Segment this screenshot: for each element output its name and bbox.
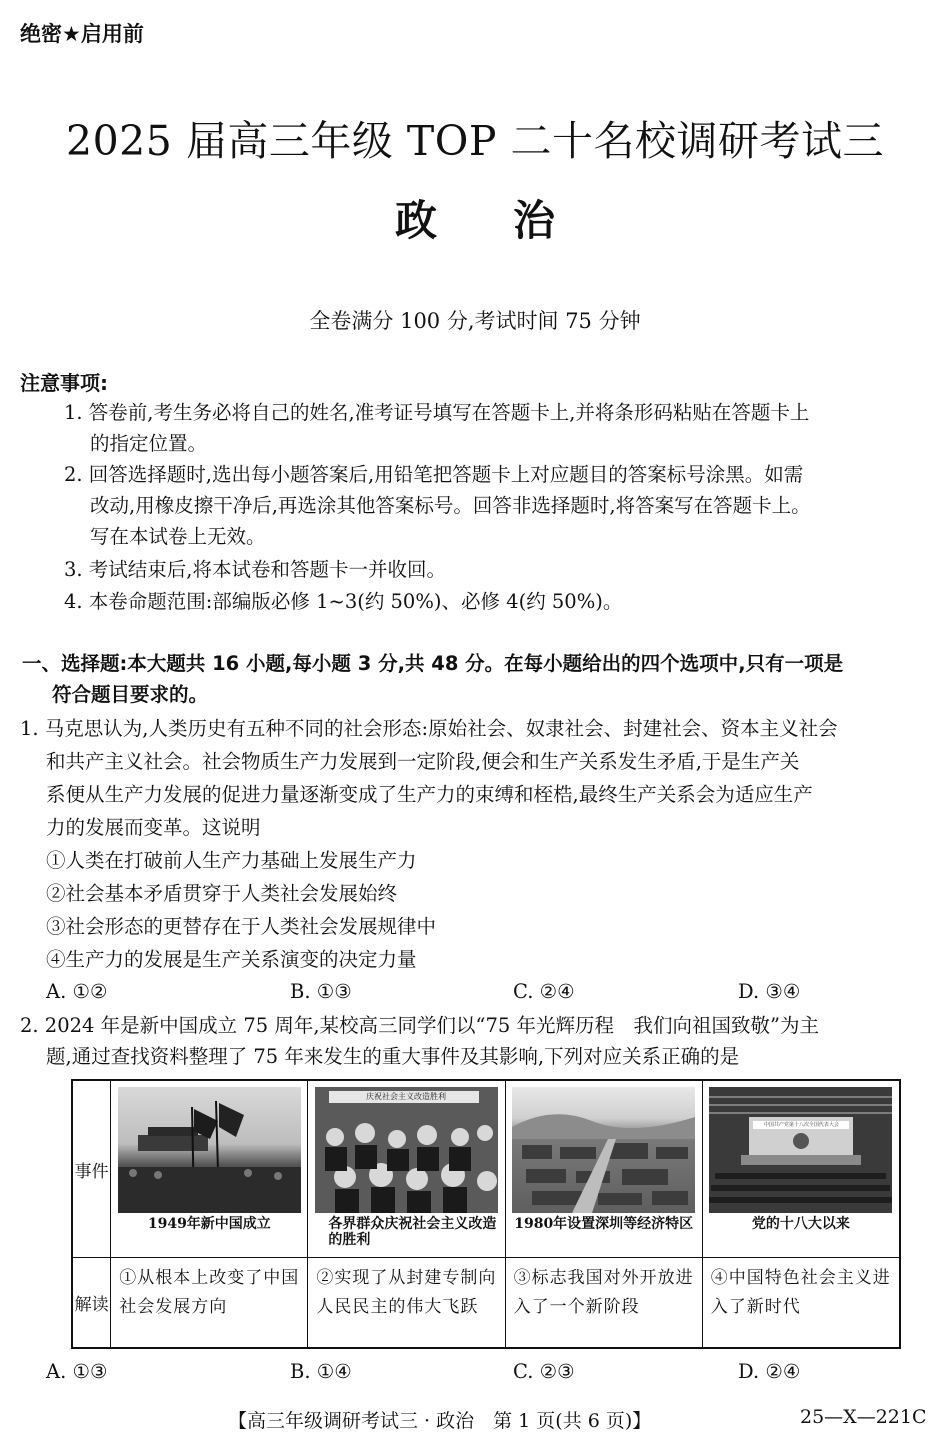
- photo-founding-ceremony: [118, 1087, 301, 1213]
- note-line: 写在本试卷上无效。: [90, 525, 266, 548]
- photo-banner-text: 庆祝社会主义改造胜利: [366, 1092, 447, 1101]
- footer-exam-code: 25—X—221C: [800, 1406, 927, 1428]
- event-caption: 党的十八大以来: [751, 1216, 850, 1232]
- notes-heading: 注意事项:: [20, 371, 108, 395]
- events-row: [72, 1080, 900, 1258]
- event-cell: [111, 1080, 308, 1258]
- q2-stem-line: 2. 2024 年是新中国成立 75 周年,某校高三同学们以“75 年光辉历程 我们向祖国致敬”为主: [20, 1014, 819, 1037]
- confidential-label: 绝密★启用前: [20, 22, 144, 46]
- interpretation-cell: ④中国特色社会主义进入了新时代: [702, 1258, 900, 1349]
- q1-option-c[interactable]: C. ②④: [513, 980, 575, 1003]
- row-label-events: 事件: [72, 1080, 111, 1258]
- q1-stem-line: 系便从生产力发展的促进力量逐渐变成了生产力的束缚和桎梏,最终生产关系会为适应生产: [46, 783, 813, 806]
- q2-stem-line: 题,通过查找资料整理了 75 年来发生的重大事件及其影响,下列对应关系正确的是: [46, 1045, 740, 1068]
- events-table: [71, 1079, 901, 1349]
- note-line: 4. 本卷命题范围:部编版必修 1~3(约 50%)、必修 4(约 50%)。: [64, 590, 623, 613]
- row-label-interpretation: 解读: [72, 1258, 111, 1349]
- q2-option-b[interactable]: B. ①④: [290, 1360, 352, 1383]
- city-aerial-illustration: [512, 1087, 695, 1213]
- note-line: 改动,用橡皮擦干净后,再选涂其他答案标号。回答非选择题时,将答案写在答题卡上。: [90, 494, 811, 517]
- q2-option-a[interactable]: A. ①③: [46, 1360, 108, 1383]
- section-heading: [22, 648, 843, 710]
- q1-stem-line: 1. 马克思认为,人类历史有五种不同的社会形态:原始社会、奴隶社会、封建社会、资本主义社会: [20, 717, 838, 740]
- q2-option-c[interactable]: C. ②③: [513, 1360, 575, 1383]
- q1-stem-line: 力的发展而变革。这说明: [46, 816, 261, 839]
- subject-title: [0, 188, 950, 248]
- interpretation-cell: ③标志我国对外开放进入了一个新阶段: [505, 1258, 702, 1349]
- event-cell: [505, 1080, 702, 1258]
- note-line: 3. 考试结束后,将本试卷和答题卡一并收回。: [64, 558, 447, 581]
- interpretation-row: [72, 1258, 900, 1349]
- event-cell: [702, 1080, 900, 1258]
- q1-statement: ③社会形态的更替存在于人类社会发展规律中: [46, 915, 437, 938]
- subject-char-1: 政: [394, 196, 437, 245]
- photo-banner-text: 中国共产党第十八次全国代表大会: [763, 1122, 839, 1128]
- section-heading-line-1: 一、选择题:本大题共 16 小题,每小题 3 分,共 48 分。在每小题给出的四个选项中,只有一项是: [22, 652, 844, 675]
- q1-option-a[interactable]: A. ①②: [46, 980, 108, 1003]
- exam-title: 2025 届高三年级 TOP 二十名校调研考试三: [66, 117, 884, 165]
- q2-options: [0, 1360, 950, 1390]
- q1-options: [0, 980, 950, 1010]
- event-caption: 各界群众庆祝社会主义改造的胜利: [328, 1216, 497, 1248]
- footer-page-info: 【高三年级调研考试三 · 政治 第 1 页(共 6 页)】: [228, 1410, 652, 1432]
- q1-option-d[interactable]: D. ③④: [738, 980, 801, 1003]
- interpretation-cell: ②实现了从封建专制向人民民主的伟大飞跃: [308, 1258, 505, 1349]
- score-time-line: 全卷满分 100 分,考试时间 75 分钟: [309, 309, 641, 333]
- q1-option-b[interactable]: B. ①③: [290, 980, 352, 1003]
- q1-statement: ④生产力的发展是生产关系演变的决定力量: [46, 948, 417, 971]
- event-cell: [308, 1080, 505, 1258]
- interpretation-cell: ①从根本上改变了中国社会发展方向: [111, 1258, 308, 1349]
- founding-scene-illustration: [118, 1087, 301, 1213]
- note-line: 2. 回答选择题时,选出每小题答案后,用铅笔把答题卡上对应题目的答案标号涂黑。如需: [64, 463, 804, 486]
- q2-option-d[interactable]: D. ②④: [738, 1360, 801, 1383]
- photo-socialist-transformation: [315, 1087, 498, 1213]
- congress-hall-illustration: [709, 1087, 892, 1213]
- q1-stem-line: 和共产主义社会。社会物质生产力发展到一定阶段,便会和生产关系发生矛盾,于是生产关: [46, 750, 800, 773]
- note-line: 1. 答卷前,考生务必将自己的姓名,准考证号填写在答题卡上,并将条形码粘贴在答题卡上: [64, 401, 810, 424]
- photo-18th-congress: [709, 1087, 892, 1213]
- section-heading-line-2: 符合题目要求的。: [52, 683, 209, 706]
- celebration-crowd-illustration: [315, 1087, 498, 1213]
- photo-shenzhen-sez: [512, 1087, 695, 1213]
- subject-char-2: 治: [513, 196, 556, 245]
- event-caption: 1949年新中国成立: [147, 1216, 271, 1232]
- event-caption: 1980年设置深圳等经济特区: [514, 1216, 694, 1232]
- q1-statement: ①人类在打破前人生产力基础上发展生产力: [46, 849, 417, 872]
- note-line: 的指定位置。: [90, 432, 208, 455]
- q1-statement: ②社会基本矛盾贯穿于人类社会发展始终: [46, 882, 398, 905]
